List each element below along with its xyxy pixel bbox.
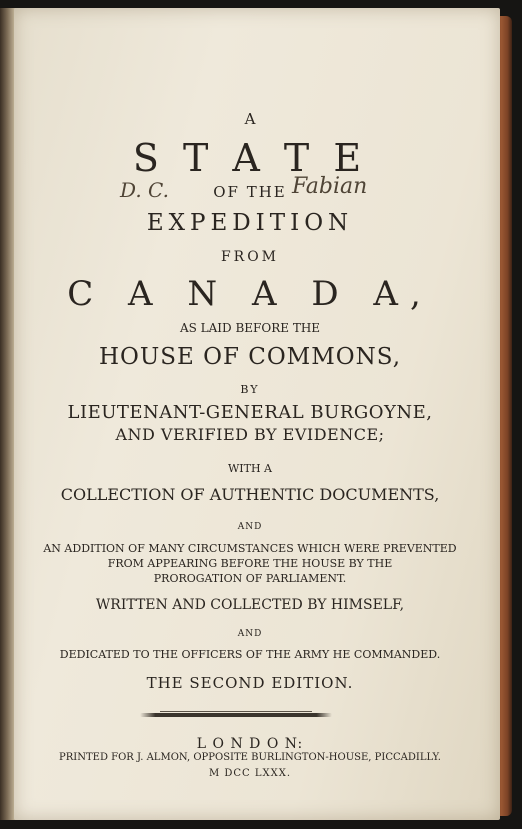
title-line-a: A [244,110,256,128]
title-line-expedition: EXPEDITION [146,210,354,236]
imprint-year: M DCC LXXX. [208,768,292,779]
title-line-dedicated: DEDICATED TO THE OFFICERS OF THE ARMY HE COMMANDED. [59,648,441,661]
title-line-verified: AND VERIFIED BY EVIDENCE; [115,425,385,444]
imprint-london: L O N D O N: [196,736,304,752]
title-line-author: LIEUTENANT-GENERAL BURGOYNE, [67,402,433,423]
title-line-by: BY [240,383,260,396]
title-line-and-2: AND [237,629,263,639]
title-line-state: S T A T E [132,136,368,180]
title-line-with-a: WITH A [227,462,273,475]
title-line-house: HOUSE OF COMMONS, [98,344,402,370]
decorative-rule [140,713,332,717]
handwritten-inscription-right: Fabian [292,174,368,199]
imprint-printed: PRINTED FOR J. ALMON, OPPOSITE BURLINGTON-HOUSE, PICCADILLY. [59,752,441,763]
title-line-written: WRITTEN AND COLLECTED BY HIMSELF, [95,597,405,613]
title-line-addition-3: PROROGATION OF PARLIAMENT. [153,572,347,585]
title-line-and-1: AND [237,522,263,532]
title-line-of-the: OF THE [213,183,287,201]
title-line-edition: THE SECOND EDITION. [146,674,354,692]
title-line-collection: COLLECTION OF AUTHENTIC DOCUMENTS, [60,485,440,504]
title-line-as-laid: AS LAID BEFORE THE [179,321,321,335]
handwritten-inscription-left: D. C. [120,178,169,202]
title-line-addition-1: AN ADDITION OF MANY CIRCUMSTANCES WHICH WERE PREVENTED [43,542,457,555]
title-line-addition-2: FROM APPEARING BEFORE THE HOUSE BY THE [107,557,393,570]
title-line-canada: C A N A D A, [67,274,433,314]
title-line-from: FROM [220,249,280,265]
